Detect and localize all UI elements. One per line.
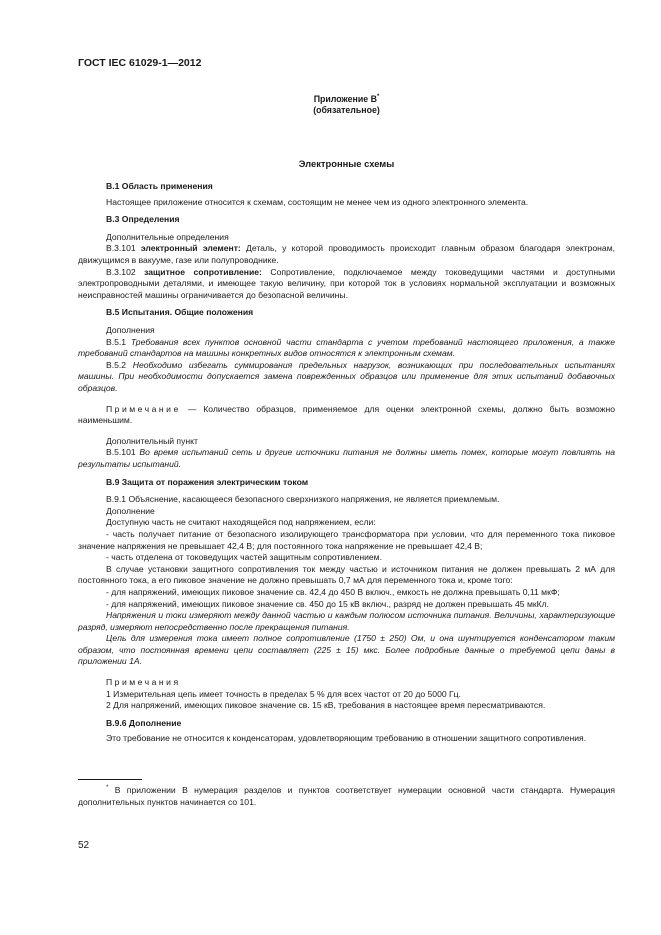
b9-note-1: 1 Измерительная цепь имеет точность в пределах 5 % для всех частот от 20 до 5000 Гц. xyxy=(106,688,461,699)
clause-number: В.5.1 xyxy=(106,336,127,347)
b9-line-2: Дополнение xyxy=(106,505,155,516)
b9-note-2: 2 Для напряжений, имеющих пиковое значение св. 15 кВ, требования в настоящее время пересматриваются. xyxy=(106,700,546,711)
b9-line-9: Напряжения и токи измеряют между данной частью и каждым полюсом источника питания. Величины, характеризующие разряд, измеряют непосредственно после прекращения питания. xyxy=(78,610,615,632)
page-number: 52 xyxy=(78,840,90,851)
footnote-text: В приложении В нумерация разделов и пунктов соответствует нумерации основной части стандарта. Нумерация дополнительных пунктов начинается со 101. xyxy=(78,784,616,807)
b5-additional-label: Дополнительный пункт xyxy=(106,435,198,446)
footnote-divider xyxy=(78,779,142,780)
definition-text: Деталь, у которой проводимость происходит главным образом благодаря электронам, движущимся в вакууме, газе или полупроводнике. xyxy=(78,243,615,266)
definition-b3-102 xyxy=(78,267,615,302)
footnote-mark: * xyxy=(106,785,109,792)
clause-text: Во время испытаний сеть и другие источники питания не должны иметь помех, которые могут повлиять на результаты испытаний. xyxy=(78,447,616,469)
annex-footnote-mark: * xyxy=(376,93,380,100)
definition-text: Сопротивление, подключаемое между токоведущими частями и доступными электропроводными деталями, и имеющее такую величину, при которой ток в условиях нормальной эксплуатации и возможных неисправностей машины ограничивается до безопасной величины. xyxy=(78,266,615,300)
b9-line-1: В.9.1 Объяснение, касающееся безопасного сверхнизкого напряжения, не является приемлемым. xyxy=(106,494,500,505)
clause-number: В.5.101 xyxy=(106,447,136,458)
b5-intro: Дополнения xyxy=(106,325,155,336)
clause-b5-101 xyxy=(78,447,615,470)
section-b9-6-text: Это требование не относится к конденсаторам, удовлетворяющим требованию в отношении защитного сопротивления. xyxy=(106,733,587,744)
clause-text: Требования всех пунктов основной части стандарта с учетом требований настоящего приложения, а также требований стандартов на машины конкретных видов относятся к электронным схемам. xyxy=(78,336,615,359)
section-heading-b9-6: В.9.6 Дополнение xyxy=(106,717,182,728)
clause-text: Необходимо избегать суммирования предельных нагрузок, возникающих при последовательных испытаниях машины. При необходимости допускается замена поврежденных образцов или применение для этих испытаний добавочных образцов. xyxy=(78,359,616,394)
clause-number: В.5.2 xyxy=(106,359,127,370)
section-heading-b3: В.3 Определения xyxy=(106,214,180,225)
annex-title: Приложение В xyxy=(313,93,377,104)
document-title: Электронные схемы xyxy=(298,157,395,169)
clause-b5-2 xyxy=(78,360,615,395)
b9-line-10: Цепь для измерения тока имеет полное сопротивление (1750 ± 250) Ом, и она шунтируется конденсатором таким образом, что постоянная времени цепи составляет (225 ± 15) мкс. Более подробные данные о требуемой цепи даны в приложении 1А. xyxy=(78,633,615,667)
clause-number: В.3.101 xyxy=(106,243,136,254)
section-heading-b9: В.9 Защита от поражения электрическим током xyxy=(106,476,309,487)
b9-bullet-1: - часть получает питание от безопасного изолирующего трансформатора при условии, что для переменного тока пиковое значение напряжения не превышает 42,4 В; для постоянного тока напряжение не превышает 42,4 В; xyxy=(78,528,615,551)
b9-notes-label: Примечания xyxy=(106,677,181,688)
footnote xyxy=(78,783,615,808)
section-b1-text: Настоящее приложение относится к схемам, состоящим не менее чем из одного электронного элемента. xyxy=(106,196,529,207)
b9-line-6: В случае установки защитного сопротивления ток между частью и источником питания не должен превышать 2 мА для постоянного тока, а его пиковое значение не должно превышать 0,7 мА для переменного тока и, кроме того: xyxy=(78,563,615,586)
b5-note xyxy=(78,404,615,427)
definition-b3-101 xyxy=(78,243,615,266)
b9-line-3: Доступную часть не считают находящейся под напряжением, если: xyxy=(106,517,376,528)
clause-number: В.3.102 xyxy=(106,266,136,277)
annex-heading xyxy=(78,92,615,116)
note-text: — Количество образцов, применяемое для оценки электронной схемы, должно быть возможно наименьшим. xyxy=(78,403,616,426)
section-heading-b1: В.1 Область применения xyxy=(106,181,213,192)
b9-bullet-3: - для напряжений, имеющих пиковое значение св. 42,4 до 450 В включ., емкость не должна превышать 0,11 мкФ; xyxy=(106,586,560,597)
b9-bullet-4: - для напряжений, имеющих пиковое значение св. 450 до 15 кВ включ., разряд не должен превышать 45 мкКл. xyxy=(106,598,550,609)
b3-intro: Дополнительные определения xyxy=(106,231,229,242)
annex-status: (обязательное) xyxy=(313,104,380,115)
defined-term: электронный элемент: xyxy=(140,243,241,254)
standard-header: ГОСТ IEC 61029-1—2012 xyxy=(78,57,202,69)
section-heading-b5: В.5 Испытания. Общие положения xyxy=(106,307,254,318)
clause-b5-1 xyxy=(78,337,615,360)
note-label: Примечание xyxy=(106,403,181,414)
b9-bullet-2: - часть отделена от токоведущих частей защитным сопротивлением. xyxy=(106,552,382,563)
defined-term: защитное сопротивление: xyxy=(144,266,262,277)
